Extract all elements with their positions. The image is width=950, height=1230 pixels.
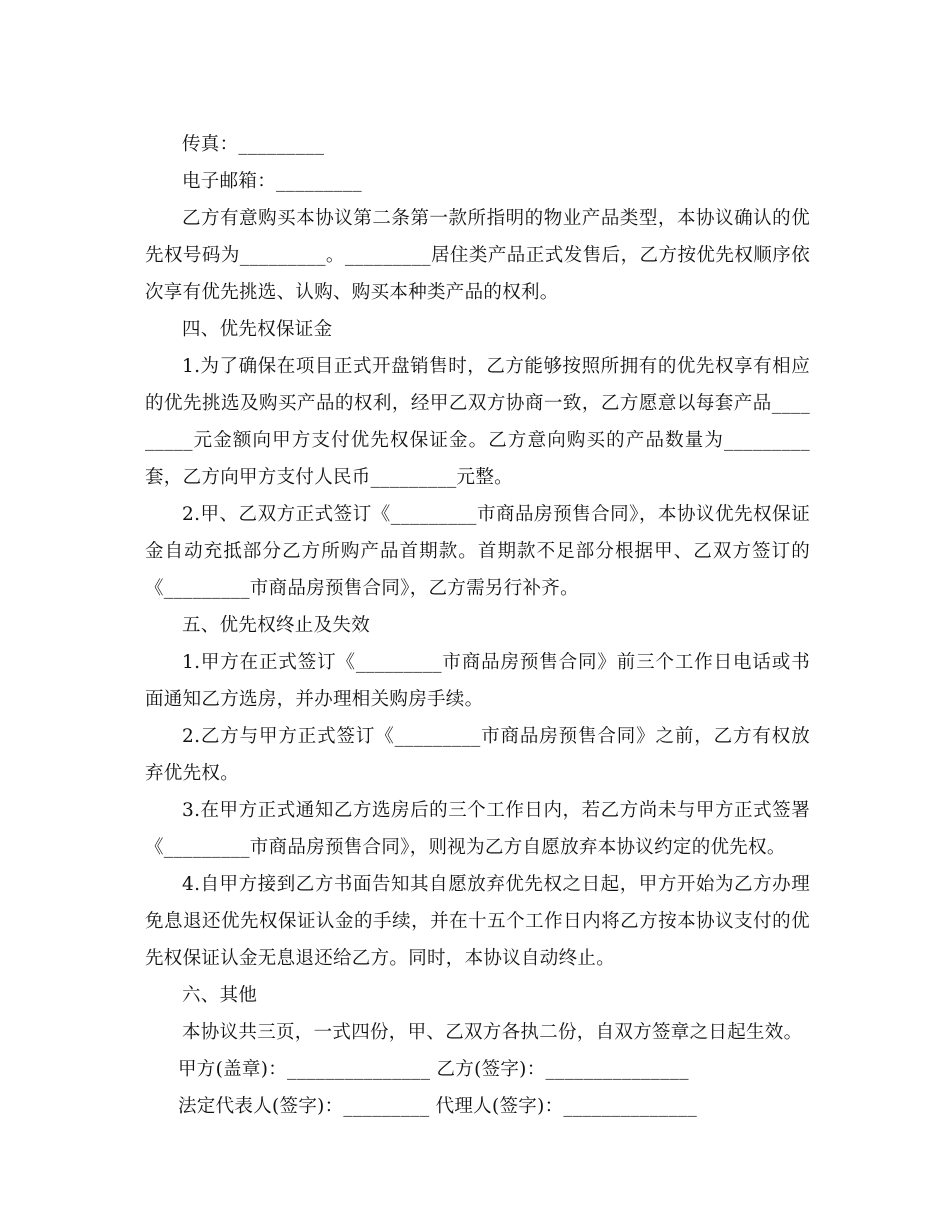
- termination-clause-1: 1.甲方在正式签订《_________市商品房预售合同》前三个工作日电话或书面通知乙方选房，并办理相关购房手续。: [145, 652, 810, 710]
- deposit-clause-2: 2.甲、乙双方正式签订《_________市商品房预售合同》，本协议优先权保证金自动充抵部分乙方所购产品首期款。首期款不足部分根据甲、乙双方签订的《_________市商品房预售合同》，乙方需另行补齐。: [145, 504, 810, 599]
- signature-line-party-a-b: 甲方(盖章)：_______________ 乙方(签字)：_______________: [178, 1059, 689, 1080]
- section-heading-deposit: 四、优先权保证金: [182, 319, 333, 340]
- signature-line-representative-agent: 法定代表人(签字)：_________ 代理人(签字)：______________: [178, 1096, 698, 1117]
- fax-line: 传真：_________: [182, 134, 325, 155]
- deposit-clause-1: 1.为了确保在项目正式开盘销售时，乙方能够按照所拥有的优先权享有相应的优先挑选及购买产品的权利，经甲乙双方协商一致，乙方愿意以每套产品_________元金额向甲方支付优先权保证金。乙方意向购买的产品数量为_________套，乙方向甲方支付人民币_________元整。: [145, 356, 810, 488]
- section-heading-other: 六、其他: [182, 985, 258, 1006]
- priority-number-paragraph: 乙方有意购买本协议第二条第一款所指明的物业产品类型，本协议确认的优先权号码为_________。_________居住类产品正式发售后，乙方按优先权顺序依次享有优先挑选、认购、购买本种类产品的权利。: [145, 208, 810, 303]
- email-line: 电子邮箱：_________: [182, 171, 362, 192]
- termination-clause-2: 2.乙方与甲方正式签订《_________市商品房预售合同》之前，乙方有权放弃优先权。: [145, 726, 810, 784]
- section-heading-termination: 五、优先权终止及失效: [182, 615, 371, 636]
- termination-clause-3: 3.在甲方正式通知乙方选房后的三个工作日内，若乙方尚未与甲方正式签署《_________市商品房预售合同》，则视为乙方自愿放弃本协议约定的优先权。: [145, 800, 810, 858]
- document-body: [145, 126, 810, 1125]
- termination-clause-4: 4.自甲方接到乙方书面告知其自愿放弃优先权之日起，甲方开始为乙方办理免息退还优先权保证认金的手续，并在十五个工作日内将乙方按本协议支付的优先权保证认金无息退还给乙方。同时，本协议自动终止。: [145, 874, 810, 969]
- other-clause: 本协议共三页，一式四份，甲、乙双方各执二份，自双方签章之日起生效。: [182, 1022, 803, 1043]
